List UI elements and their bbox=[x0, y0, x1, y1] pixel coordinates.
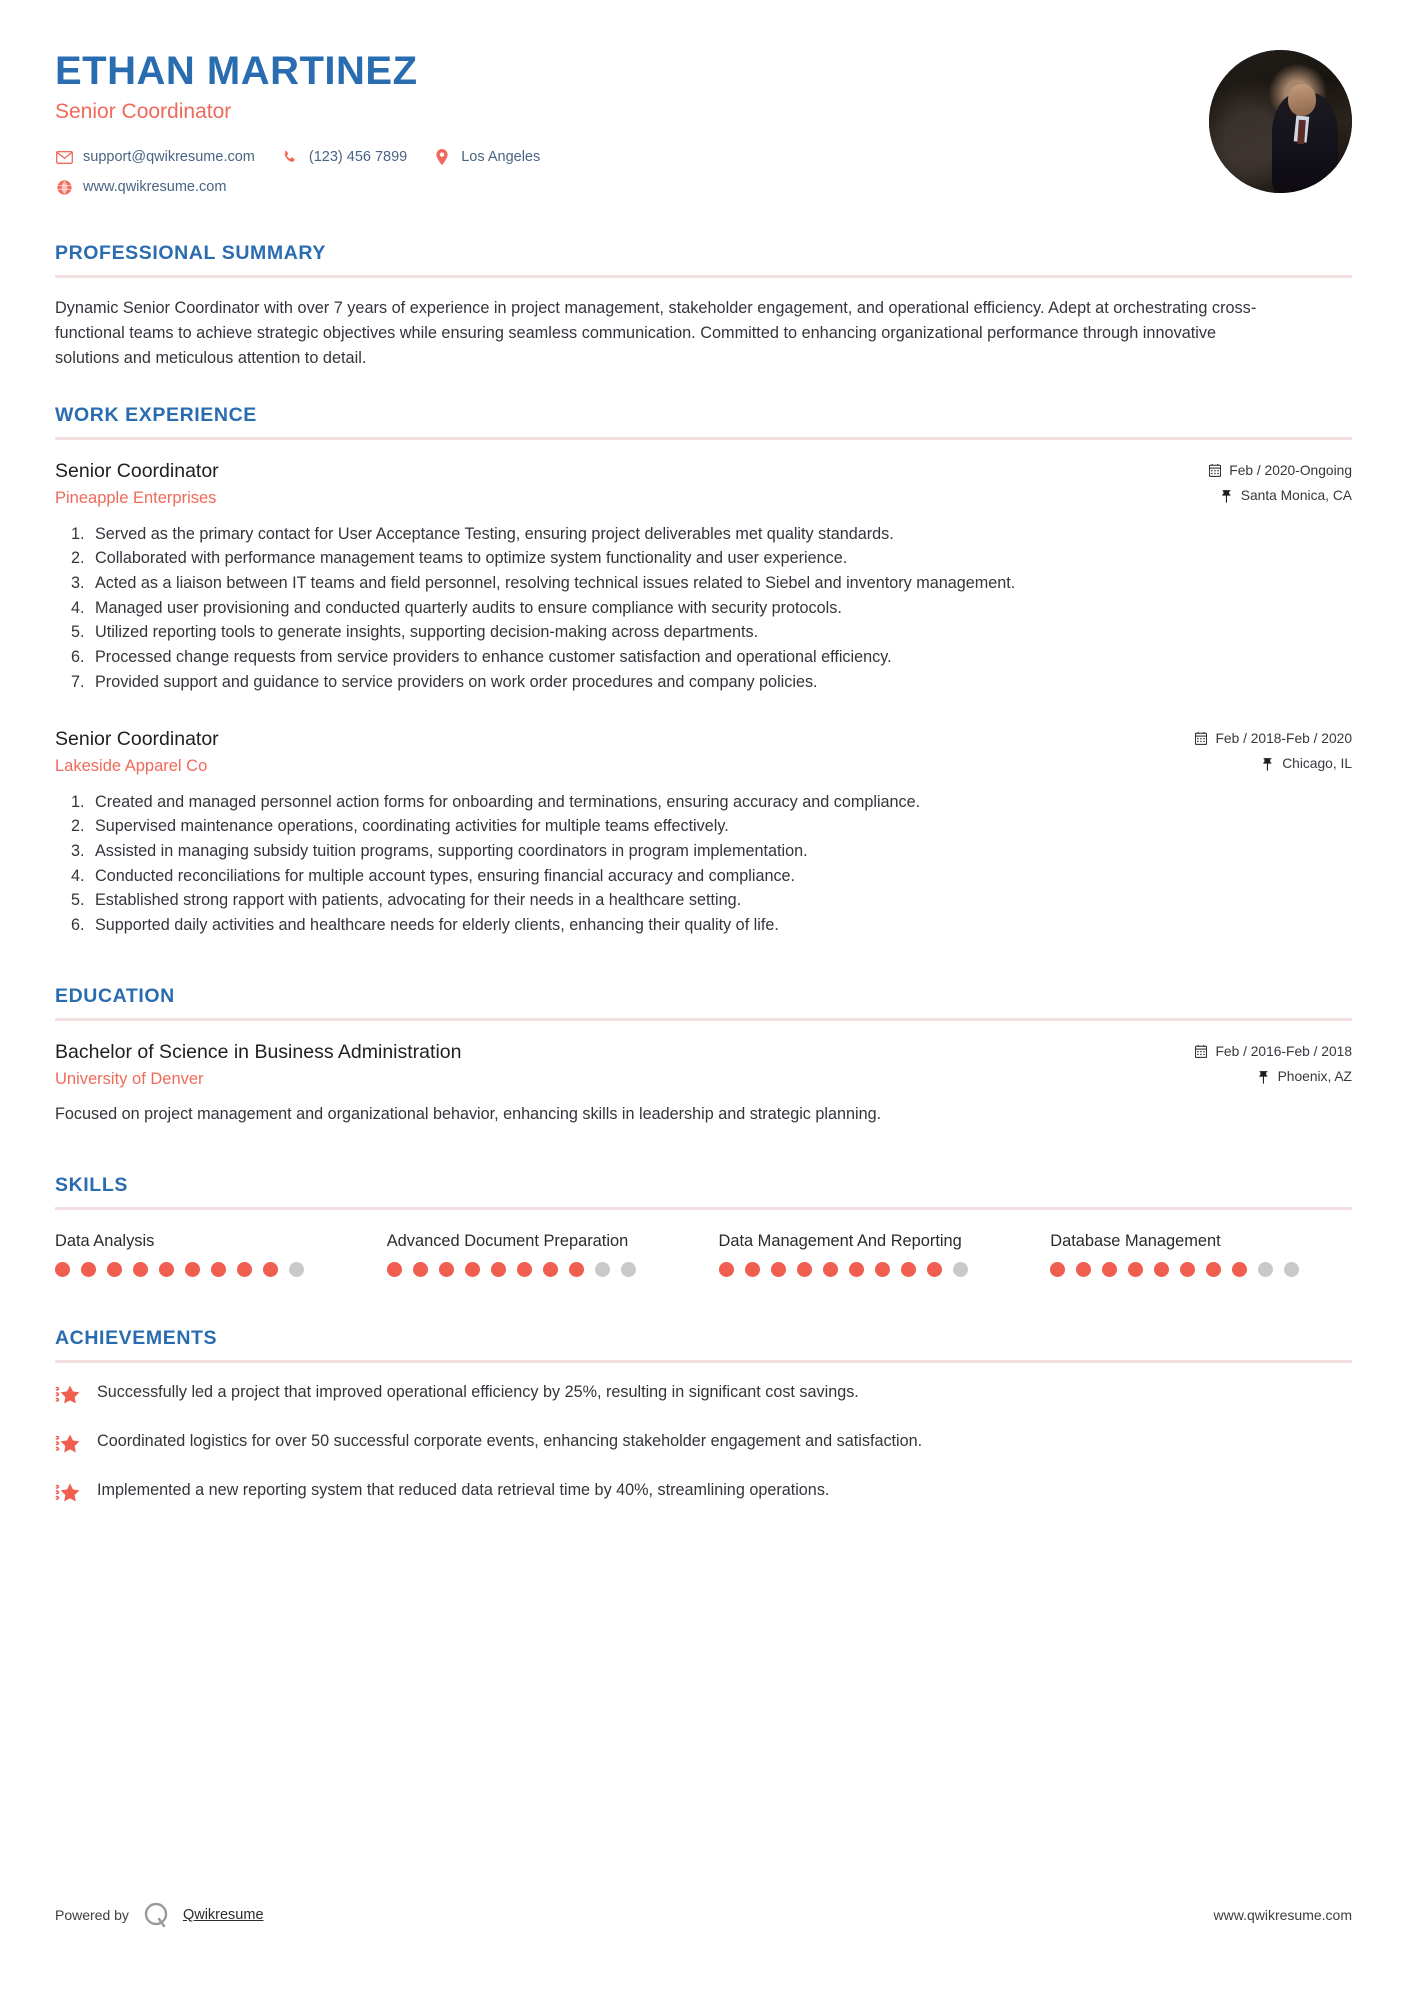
achievement-text: Implemented a new reporting system that reduced data retrieval time by 40%, streamlining operations. bbox=[97, 1481, 830, 1500]
experience-entry-top bbox=[55, 728, 1352, 751]
skill-dot bbox=[237, 1262, 252, 1277]
skill-dot bbox=[543, 1262, 558, 1277]
skill-dot bbox=[875, 1262, 890, 1277]
header-job-title: Senior Coordinator bbox=[55, 100, 232, 123]
section-divider bbox=[55, 1018, 1352, 1021]
globe-icon bbox=[55, 178, 73, 196]
education-school: University of Denver bbox=[55, 1069, 204, 1088]
bullet-item: 7. Provided support and guidance to service providers on work order procedures and company policies. bbox=[89, 670, 1352, 695]
star-icon bbox=[55, 1431, 85, 1455]
experience-entry bbox=[55, 728, 1352, 937]
experience-location bbox=[1220, 488, 1352, 503]
skill-dot bbox=[289, 1262, 304, 1277]
contact-phone-text: (123) 456 7899 bbox=[308, 149, 408, 165]
contact-location[interactable] bbox=[433, 148, 540, 166]
experience-bullets bbox=[55, 790, 1352, 938]
experience-dates bbox=[1194, 731, 1352, 746]
skill-dot bbox=[621, 1262, 636, 1277]
phone-icon bbox=[281, 148, 299, 166]
section-work-experience bbox=[55, 404, 1352, 937]
skill-dot bbox=[745, 1262, 760, 1277]
experience-dates-text: Feb / 2020-Ongoing bbox=[1229, 463, 1352, 479]
skill-item bbox=[719, 1230, 1021, 1277]
contact-line-primary bbox=[55, 148, 1209, 166]
page-footer bbox=[55, 1900, 1352, 1930]
experience-location-text: Chicago, IL bbox=[1282, 756, 1352, 772]
bullet-item: 3. Assisted in managing subsidy tuition programs, supporting coordinators in program implementation. bbox=[89, 839, 1352, 864]
skill-dot bbox=[387, 1262, 402, 1277]
skill-dot bbox=[1050, 1262, 1065, 1277]
bullet-item: 1. Created and managed personnel action forms for onboarding and terminations, ensuring accuracy and compliance. bbox=[89, 790, 1352, 815]
skill-rating bbox=[1050, 1262, 1352, 1277]
avatar-tie bbox=[1297, 120, 1306, 145]
skill-dot bbox=[797, 1262, 812, 1277]
skill-dot bbox=[569, 1262, 584, 1277]
education-entry bbox=[55, 1041, 1352, 1126]
section-title-summary: PROFESSIONAL SUMMARY bbox=[55, 242, 326, 264]
contact-email-text: support@qwikresume.com bbox=[83, 149, 255, 165]
achievement-text: Coordinated logistics for over 50 successful corporate events, enhancing stakeholder engagement and satisfaction. bbox=[97, 1432, 923, 1451]
section-skills bbox=[55, 1174, 1352, 1277]
qwikresume-logo-icon bbox=[141, 1900, 171, 1930]
skill-dot bbox=[439, 1262, 454, 1277]
skill-dot bbox=[1258, 1262, 1273, 1277]
email-icon bbox=[55, 148, 73, 166]
experience-dates bbox=[1208, 463, 1352, 478]
education-location-text: Phoenix, AZ bbox=[1277, 1069, 1352, 1085]
bullet-item: 5. Utilized reporting tools to generate insights, supporting decision-making across departments. bbox=[89, 620, 1352, 645]
map-pin-icon bbox=[1220, 489, 1233, 503]
education-description: Focused on project management and organizational behavior, enhancing skills in leadership and strategic planning. bbox=[55, 1104, 882, 1123]
skill-rating bbox=[387, 1262, 689, 1277]
skill-dot bbox=[517, 1262, 532, 1277]
experience-entry bbox=[55, 460, 1352, 694]
achievement-item bbox=[55, 1381, 1352, 1405]
contact-email[interactable] bbox=[55, 148, 255, 166]
experience-entry-sub bbox=[55, 756, 1352, 776]
experience-role: Senior Coordinator bbox=[55, 728, 219, 751]
section-title-achievements: ACHIEVEMENTS bbox=[55, 1327, 218, 1350]
powered-by-label: Powered by bbox=[55, 1907, 129, 1923]
skill-dot bbox=[1232, 1262, 1247, 1277]
experience-bullets bbox=[55, 522, 1352, 694]
experience-company: Lakeside Apparel Co bbox=[55, 756, 208, 775]
brand-link[interactable]: Qwikresume bbox=[182, 1907, 264, 1923]
skill-dot bbox=[1154, 1262, 1169, 1277]
section-divider bbox=[55, 275, 1352, 278]
skill-label: Database Management bbox=[1050, 1232, 1221, 1251]
calendar-icon bbox=[1194, 1045, 1207, 1058]
skill-item bbox=[387, 1230, 689, 1277]
education-degree: Bachelor of Science in Business Administration bbox=[55, 1041, 462, 1064]
skill-dot bbox=[595, 1262, 610, 1277]
summary-text: Dynamic Senior Coordinator with over 7 years of experience in project management, stakeholder engagement, and operational efficiency. Adept at orchestrating cross-functional teams to achieve strategic objectives while ensuring seamless communication. Committed to enhancing organizational performance through innovative solutions and meticulous attention to detail. bbox=[55, 299, 1257, 367]
skill-dot bbox=[1206, 1262, 1221, 1277]
experience-dates-text: Feb / 2018-Feb / 2020 bbox=[1215, 731, 1352, 747]
skill-dot bbox=[927, 1262, 942, 1277]
skill-dot bbox=[211, 1262, 226, 1277]
powered-by-block bbox=[55, 1900, 264, 1930]
skill-dot bbox=[719, 1262, 734, 1277]
education-entry-top bbox=[55, 1041, 1352, 1064]
skill-label: Data Analysis bbox=[55, 1232, 155, 1251]
skill-item bbox=[1050, 1230, 1352, 1277]
skill-dot bbox=[823, 1262, 838, 1277]
bullet-item: 3. Acted as a liaison between IT teams and field personnel, resolving technical issues related to Siebel and inventory management. bbox=[89, 571, 1352, 596]
section-divider bbox=[55, 437, 1352, 440]
achievement-item bbox=[55, 1479, 1352, 1503]
achievement-text: Successfully led a project that improved operational efficiency by 25%, resulting in significant cost savings. bbox=[97, 1383, 859, 1402]
experience-entry-sub bbox=[55, 488, 1352, 508]
skill-dot bbox=[413, 1262, 428, 1277]
education-dates-text: Feb / 2016-Feb / 2018 bbox=[1215, 1044, 1352, 1060]
experience-role: Senior Coordinator bbox=[55, 460, 219, 483]
bullet-item: 5. Established strong rapport with patients, advocating for their needs in a healthcare setting. bbox=[89, 888, 1352, 913]
avatar-photo bbox=[1209, 50, 1352, 193]
contact-line-secondary bbox=[55, 178, 1209, 196]
skill-dot bbox=[771, 1262, 786, 1277]
skill-label: Advanced Document Preparation bbox=[386, 1232, 629, 1251]
section-title-experience: WORK EXPERIENCE bbox=[55, 404, 257, 427]
section-divider bbox=[55, 1207, 1352, 1210]
achievement-item bbox=[55, 1430, 1352, 1454]
bullet-item: 6. Processed change requests from service providers to enhance customer satisfaction and operational efficiency. bbox=[89, 645, 1352, 670]
star-icon bbox=[55, 1480, 85, 1504]
section-professional-summary bbox=[55, 242, 1352, 370]
education-entry-sub bbox=[55, 1069, 1352, 1089]
skill-dot bbox=[133, 1262, 148, 1277]
skill-dot bbox=[491, 1262, 506, 1277]
skill-rating bbox=[719, 1262, 1021, 1277]
bullet-item: 1. Served as the primary contact for User Acceptance Testing, ensuring project deliverables met quality standards. bbox=[89, 522, 1352, 547]
skill-dot bbox=[1180, 1262, 1195, 1277]
skill-rating bbox=[55, 1262, 357, 1277]
skill-dot bbox=[1076, 1262, 1091, 1277]
bullet-item: 4. Conducted reconciliations for multiple account types, ensuring financial accuracy and compliance. bbox=[89, 864, 1352, 889]
section-education bbox=[55, 985, 1352, 1126]
skill-dot bbox=[81, 1262, 96, 1277]
contact-website[interactable] bbox=[55, 178, 226, 196]
skill-dot bbox=[107, 1262, 122, 1277]
avatar-face bbox=[1288, 84, 1317, 115]
contact-website-text: www.qwikresume.com bbox=[83, 179, 227, 195]
skill-label: Data Management And Reporting bbox=[718, 1232, 962, 1251]
skill-item bbox=[55, 1230, 357, 1277]
skill-dot bbox=[263, 1262, 278, 1277]
location-pin-icon bbox=[433, 148, 451, 166]
achievements-list bbox=[55, 1381, 1352, 1503]
map-pin-icon bbox=[1261, 757, 1274, 771]
experience-location-text: Santa Monica, CA bbox=[1240, 488, 1352, 504]
resume-header bbox=[55, 0, 1352, 208]
skill-dot bbox=[901, 1262, 916, 1277]
skills-grid bbox=[55, 1230, 1352, 1277]
calendar-icon bbox=[1208, 464, 1221, 477]
footer-url: www.qwikresume.com bbox=[1213, 1907, 1352, 1923]
skill-dot bbox=[1102, 1262, 1117, 1277]
education-location bbox=[1257, 1069, 1352, 1084]
avatar bbox=[1209, 50, 1352, 193]
skill-dot bbox=[159, 1262, 174, 1277]
page-title: ETHAN MARTINEZ bbox=[55, 49, 418, 93]
calendar-icon bbox=[1194, 732, 1207, 745]
section-title-skills: SKILLS bbox=[55, 1174, 128, 1197]
skill-dot bbox=[849, 1262, 864, 1277]
bullet-item: 4. Managed user provisioning and conducted quarterly audits to ensure compliance with security protocols. bbox=[89, 596, 1352, 621]
bullet-item: 2. Collaborated with performance management teams to optimize system functionality and user experience. bbox=[89, 546, 1352, 571]
bullet-item: 2. Supervised maintenance operations, coordinating activities for multiple teams effectively. bbox=[89, 814, 1352, 839]
section-divider bbox=[55, 1360, 1352, 1363]
section-achievements bbox=[55, 1327, 1352, 1503]
star-icon bbox=[55, 1382, 85, 1406]
header-identity bbox=[55, 45, 1209, 208]
skill-dot bbox=[953, 1262, 968, 1277]
experience-entry-top bbox=[55, 460, 1352, 483]
section-title-education: EDUCATION bbox=[55, 985, 175, 1008]
skill-dot bbox=[465, 1262, 480, 1277]
education-dates bbox=[1194, 1044, 1352, 1059]
skill-dot bbox=[1284, 1262, 1299, 1277]
contact-block bbox=[55, 148, 1209, 196]
skill-dot bbox=[1128, 1262, 1143, 1277]
contact-location-text: Los Angeles bbox=[461, 149, 541, 165]
experience-company: Pineapple Enterprises bbox=[55, 488, 217, 507]
skill-dot bbox=[55, 1262, 70, 1277]
map-pin-icon bbox=[1257, 1070, 1270, 1084]
contact-phone[interactable] bbox=[281, 148, 407, 166]
experience-location bbox=[1261, 756, 1352, 771]
skill-dot bbox=[185, 1262, 200, 1277]
bullet-item: 6. Supported daily activities and healthcare needs for elderly clients, enhancing their quality of life. bbox=[89, 913, 1352, 938]
